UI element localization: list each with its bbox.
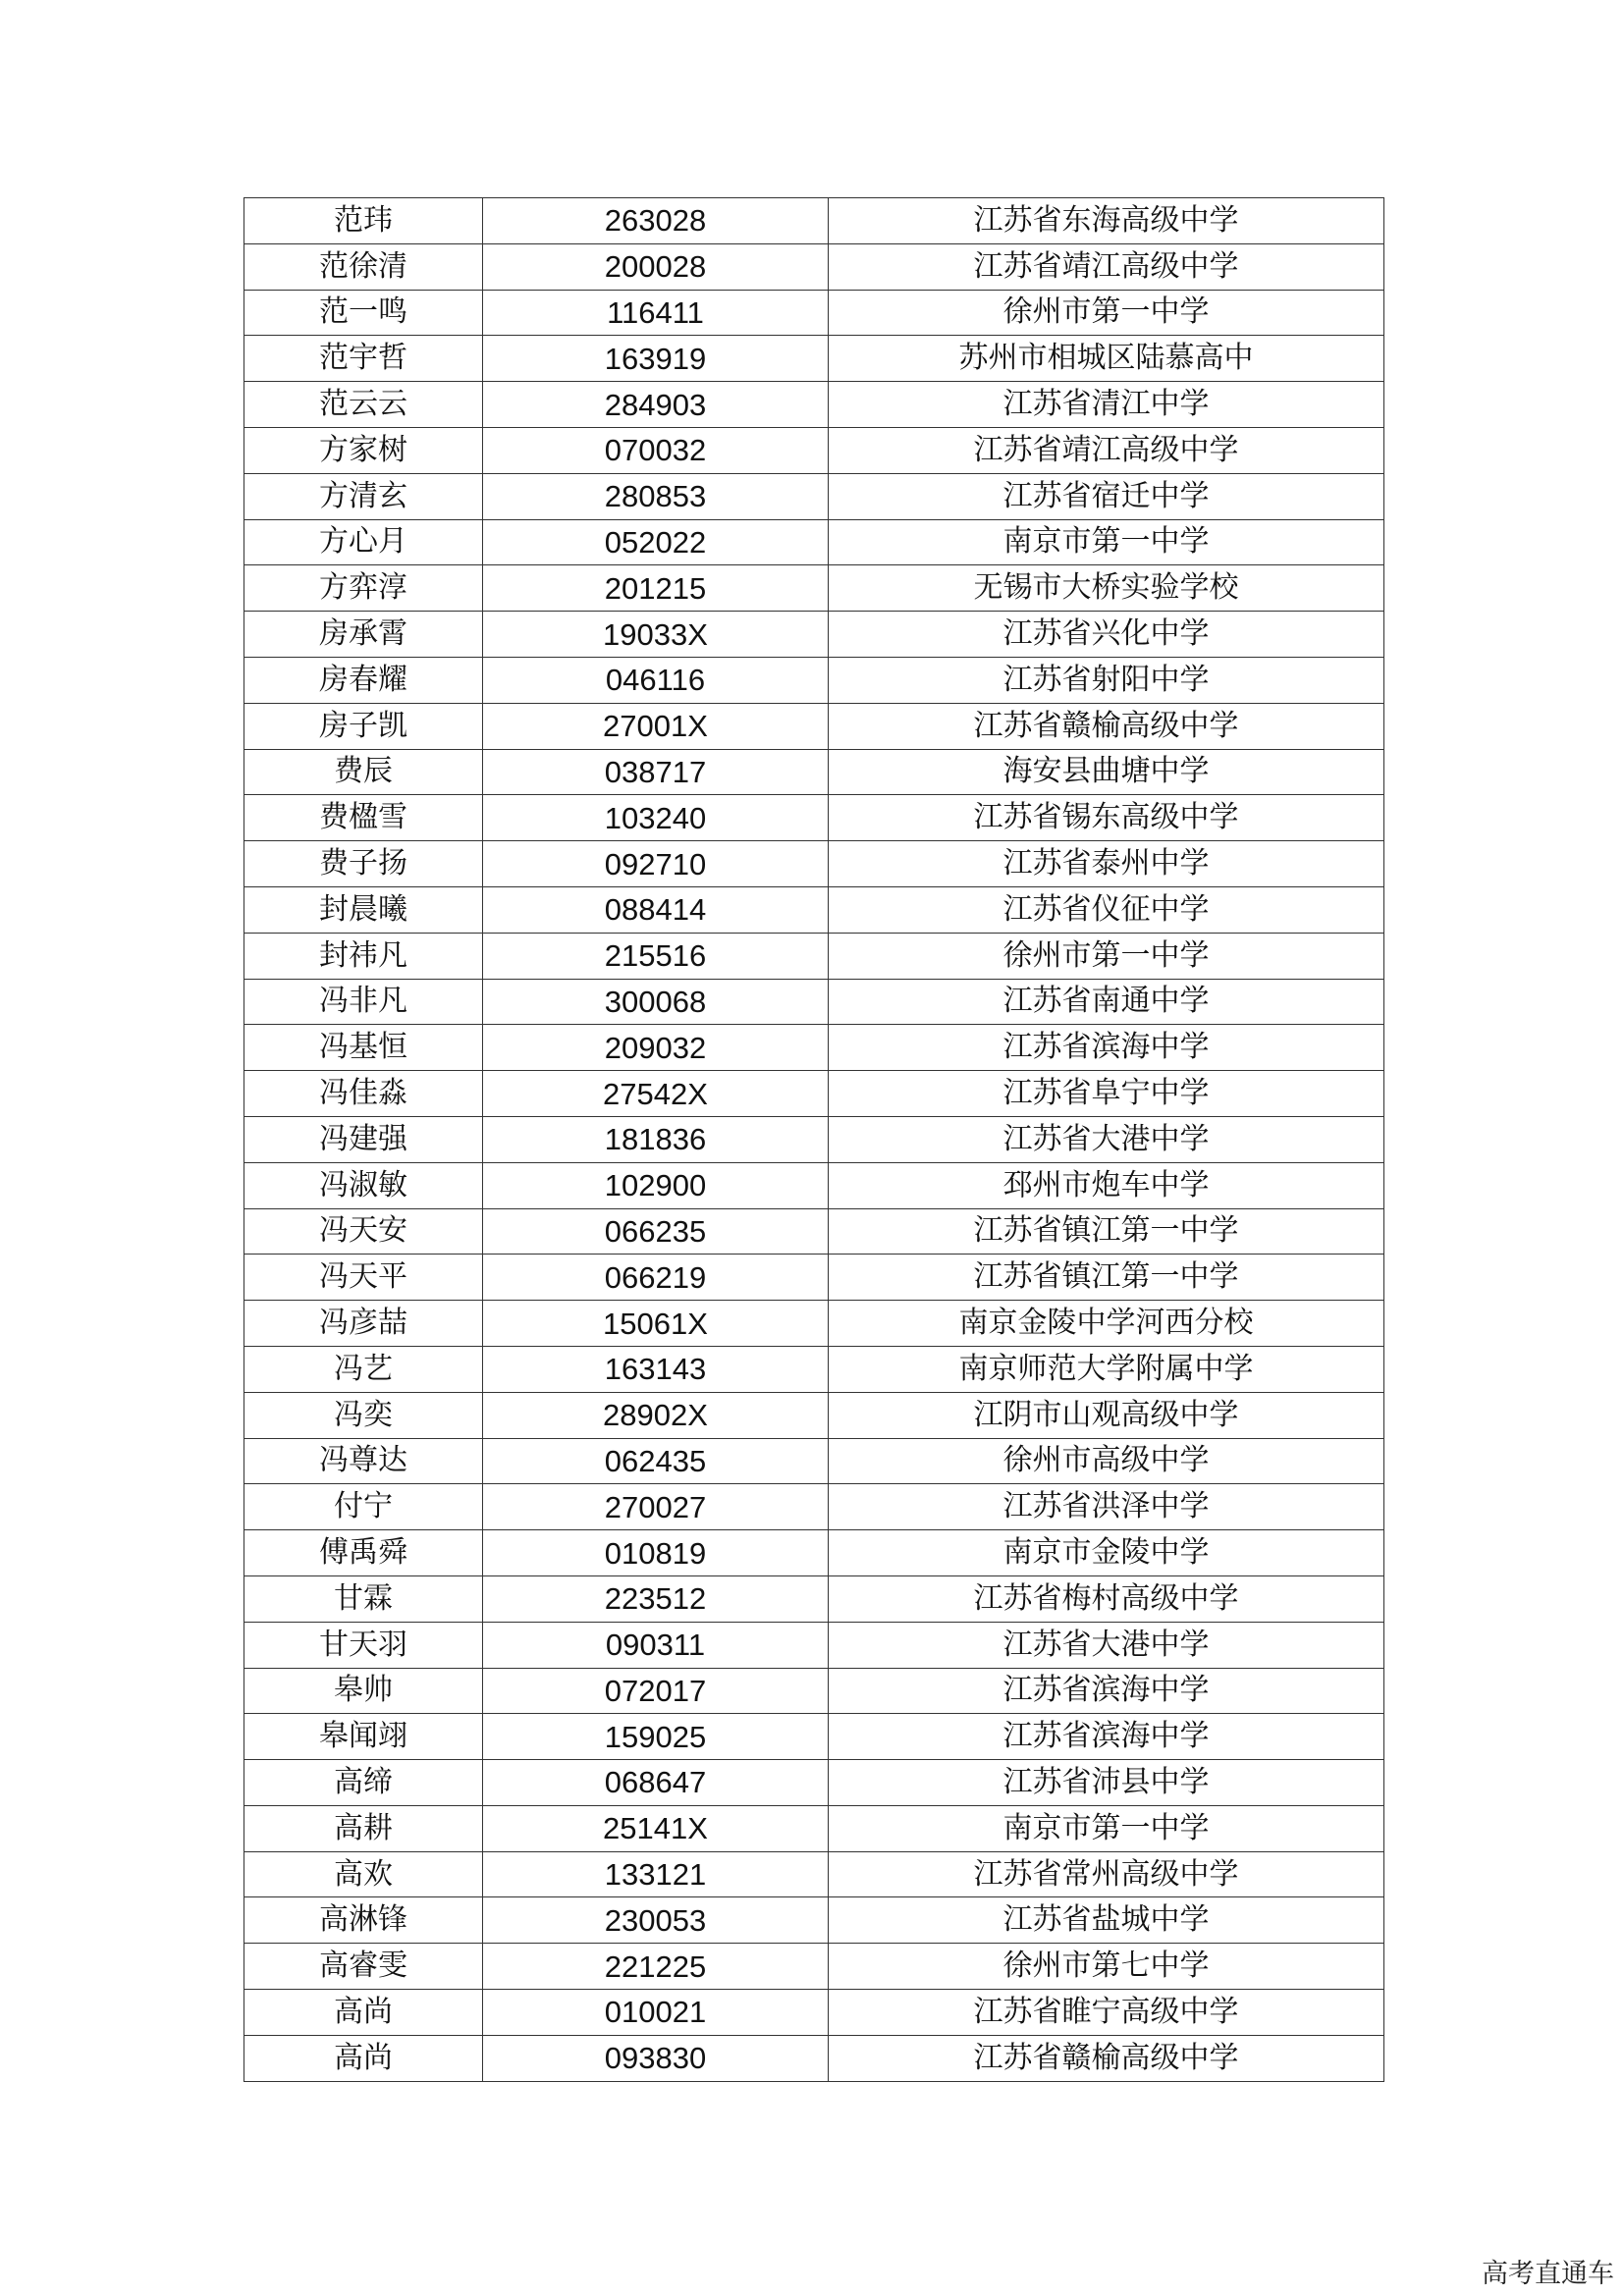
table-row (244, 1851, 1384, 1897)
student-name-cell: 冯建强 (244, 1116, 483, 1162)
roster-table-body (244, 198, 1384, 2082)
student-id-cell: 263028 (483, 198, 829, 244)
table-row (244, 841, 1384, 887)
school-name-cell: 江苏省靖江高级中学 (829, 243, 1384, 290)
table-row (244, 198, 1384, 244)
school-name-cell: 江苏省盐城中学 (829, 1897, 1384, 1944)
table-row (244, 795, 1384, 841)
table-row (244, 1530, 1384, 1576)
student-id-cell: 010819 (483, 1530, 829, 1576)
school-name-cell: 江苏省宿迁中学 (829, 473, 1384, 519)
student-name-cell: 高淋锋 (244, 1897, 483, 1944)
student-name-cell: 冯奕 (244, 1392, 483, 1438)
student-id-cell: 19033X (483, 612, 829, 658)
school-name-cell: 江苏省滨海中学 (829, 1668, 1384, 1714)
table-row (244, 1438, 1384, 1484)
student-name-cell: 封祎凡 (244, 933, 483, 979)
table-row (244, 1484, 1384, 1530)
student-name-cell: 方家树 (244, 427, 483, 473)
school-name-cell: 南京市第一中学 (829, 1805, 1384, 1851)
school-name-cell: 江苏省仪征中学 (829, 886, 1384, 933)
table-row (244, 473, 1384, 519)
student-name-cell: 费子扬 (244, 841, 483, 887)
student-id-cell: 27001X (483, 703, 829, 749)
school-name-cell: 江苏省沛县中学 (829, 1760, 1384, 1806)
school-name-cell: 徐州市高级中学 (829, 1438, 1384, 1484)
student-id-cell: 159025 (483, 1714, 829, 1760)
school-name-cell: 江苏省兴化中学 (829, 612, 1384, 658)
school-name-cell: 江苏省南通中学 (829, 979, 1384, 1025)
school-name-cell: 徐州市第七中学 (829, 1944, 1384, 1990)
student-id-cell: 15061X (483, 1301, 829, 1347)
student-name-cell: 冯非凡 (244, 979, 483, 1025)
student-name-cell: 范云云 (244, 382, 483, 428)
school-name-cell: 江苏省射阳中学 (829, 657, 1384, 703)
student-id-cell: 066219 (483, 1255, 829, 1301)
table-row (244, 1071, 1384, 1117)
school-name-cell: 无锡市大桥实验学校 (829, 565, 1384, 612)
student-name-cell: 冯天平 (244, 1255, 483, 1301)
school-name-cell: 徐州市第一中学 (829, 933, 1384, 979)
student-name-cell: 房春耀 (244, 657, 483, 703)
table-row (244, 1346, 1384, 1392)
school-name-cell: 徐州市第一中学 (829, 290, 1384, 336)
student-id-cell: 052022 (483, 519, 829, 565)
student-id-cell: 215516 (483, 933, 829, 979)
student-id-cell: 062435 (483, 1438, 829, 1484)
table-row (244, 1025, 1384, 1071)
student-id-cell: 28902X (483, 1392, 829, 1438)
student-name-cell: 冯彦喆 (244, 1301, 483, 1347)
school-name-cell: 南京市第一中学 (829, 519, 1384, 565)
table-row (244, 290, 1384, 336)
student-id-cell: 27542X (483, 1071, 829, 1117)
table-row (244, 2035, 1384, 2081)
table-row (244, 1622, 1384, 1668)
table-row (244, 1392, 1384, 1438)
student-name-cell: 费辰 (244, 749, 483, 795)
student-id-cell: 116411 (483, 290, 829, 336)
student-name-cell: 范一鸣 (244, 290, 483, 336)
table-row (244, 336, 1384, 382)
student-name-cell: 范宇哲 (244, 336, 483, 382)
school-name-cell: 南京金陵中学河西分校 (829, 1301, 1384, 1347)
student-name-cell: 高睿雯 (244, 1944, 483, 1990)
table-row (244, 1668, 1384, 1714)
table-row (244, 1116, 1384, 1162)
student-name-cell: 方弈淳 (244, 565, 483, 612)
school-name-cell: 江苏省赣榆高级中学 (829, 2035, 1384, 2081)
student-id-cell: 300068 (483, 979, 829, 1025)
school-name-cell: 江阴市山观高级中学 (829, 1392, 1384, 1438)
student-id-cell: 068647 (483, 1760, 829, 1806)
student-id-cell: 221225 (483, 1944, 829, 1990)
table-row (244, 565, 1384, 612)
student-name-cell: 冯佳淼 (244, 1071, 483, 1117)
school-name-cell: 南京市金陵中学 (829, 1530, 1384, 1576)
student-id-cell: 181836 (483, 1116, 829, 1162)
student-id-cell: 223512 (483, 1575, 829, 1622)
school-name-cell: 江苏省洪泽中学 (829, 1484, 1384, 1530)
student-name-cell: 傅禹舜 (244, 1530, 483, 1576)
student-name-cell: 甘霖 (244, 1575, 483, 1622)
student-name-cell: 冯艺 (244, 1346, 483, 1392)
student-id-cell: 209032 (483, 1025, 829, 1071)
student-name-cell: 皋帅 (244, 1668, 483, 1714)
student-id-cell: 200028 (483, 243, 829, 290)
school-name-cell: 江苏省常州高级中学 (829, 1851, 1384, 1897)
table-row (244, 1805, 1384, 1851)
school-name-cell: 海安县曲塘中学 (829, 749, 1384, 795)
student-name-cell: 冯淑敏 (244, 1162, 483, 1208)
table-row (244, 1162, 1384, 1208)
student-name-cell: 高缔 (244, 1760, 483, 1806)
student-name-cell: 皋闻翊 (244, 1714, 483, 1760)
student-id-cell: 270027 (483, 1484, 829, 1530)
student-name-cell: 甘天羽 (244, 1622, 483, 1668)
table-row (244, 1575, 1384, 1622)
table-row (244, 243, 1384, 290)
table-row (244, 612, 1384, 658)
student-name-cell: 方心月 (244, 519, 483, 565)
school-name-cell: 江苏省滨海中学 (829, 1714, 1384, 1760)
school-name-cell: 江苏省赣榆高级中学 (829, 703, 1384, 749)
table-row (244, 703, 1384, 749)
student-id-cell: 038717 (483, 749, 829, 795)
school-name-cell: 江苏省睢宁高级中学 (829, 1990, 1384, 2036)
school-name-cell: 江苏省清江中学 (829, 382, 1384, 428)
table-row (244, 1208, 1384, 1255)
table-row (244, 519, 1384, 565)
student-name-cell: 高尚 (244, 1990, 483, 2036)
table-row (244, 1990, 1384, 2036)
table-row (244, 1897, 1384, 1944)
table-row (244, 1714, 1384, 1760)
student-name-cell: 方清玄 (244, 473, 483, 519)
student-name-cell: 冯尊达 (244, 1438, 483, 1484)
student-id-cell: 066235 (483, 1208, 829, 1255)
student-name-cell: 范玮 (244, 198, 483, 244)
student-id-cell: 25141X (483, 1805, 829, 1851)
student-id-cell: 163143 (483, 1346, 829, 1392)
student-id-cell: 284903 (483, 382, 829, 428)
student-name-cell: 高尚 (244, 2035, 483, 2081)
school-name-cell: 江苏省大港中学 (829, 1116, 1384, 1162)
school-name-cell: 江苏省镇江第一中学 (829, 1208, 1384, 1255)
school-name-cell: 江苏省锡东高级中学 (829, 795, 1384, 841)
table-row (244, 979, 1384, 1025)
student-id-cell: 046116 (483, 657, 829, 703)
school-name-cell: 邳州市炮车中学 (829, 1162, 1384, 1208)
table-row (244, 1255, 1384, 1301)
student-id-cell: 070032 (483, 427, 829, 473)
table-row (244, 1301, 1384, 1347)
student-id-cell: 163919 (483, 336, 829, 382)
student-id-cell: 090311 (483, 1622, 829, 1668)
table-row (244, 933, 1384, 979)
student-name-cell: 房子凯 (244, 703, 483, 749)
school-name-cell: 江苏省大港中学 (829, 1622, 1384, 1668)
table-row (244, 1760, 1384, 1806)
student-id-cell: 103240 (483, 795, 829, 841)
school-name-cell: 江苏省滨海中学 (829, 1025, 1384, 1071)
roster-table (244, 197, 1384, 2082)
student-id-cell: 230053 (483, 1897, 829, 1944)
student-id-cell: 010021 (483, 1990, 829, 2036)
student-name-cell: 房承霄 (244, 612, 483, 658)
student-name-cell: 冯基恒 (244, 1025, 483, 1071)
student-id-cell: 092710 (483, 841, 829, 887)
table-row (244, 749, 1384, 795)
table-row (244, 657, 1384, 703)
student-name-cell: 费楹雪 (244, 795, 483, 841)
school-name-cell: 南京师范大学附属中学 (829, 1346, 1384, 1392)
student-id-cell: 072017 (483, 1668, 829, 1714)
student-id-cell: 088414 (483, 886, 829, 933)
student-id-cell: 201215 (483, 565, 829, 612)
table-row (244, 1944, 1384, 1990)
school-name-cell: 江苏省靖江高级中学 (829, 427, 1384, 473)
table-row (244, 886, 1384, 933)
student-name-cell: 封晨曦 (244, 886, 483, 933)
table-row (244, 427, 1384, 473)
school-name-cell: 江苏省阜宁中学 (829, 1071, 1384, 1117)
student-id-cell: 093830 (483, 2035, 829, 2081)
student-id-cell: 133121 (483, 1851, 829, 1897)
school-name-cell: 江苏省东海高级中学 (829, 198, 1384, 244)
student-name-cell: 范徐清 (244, 243, 483, 290)
school-name-cell: 江苏省梅村高级中学 (829, 1575, 1384, 1622)
student-id-cell: 280853 (483, 473, 829, 519)
student-name-cell: 冯天安 (244, 1208, 483, 1255)
student-id-cell: 102900 (483, 1162, 829, 1208)
watermark-text: 高考直通车 (1482, 2259, 1614, 2289)
school-name-cell: 江苏省泰州中学 (829, 841, 1384, 887)
student-name-cell: 高欢 (244, 1851, 483, 1897)
student-name-cell: 高耕 (244, 1805, 483, 1851)
student-name-cell: 付宁 (244, 1484, 483, 1530)
school-name-cell: 苏州市相城区陆慕高中 (829, 336, 1384, 382)
table-row (244, 382, 1384, 428)
school-name-cell: 江苏省镇江第一中学 (829, 1255, 1384, 1301)
